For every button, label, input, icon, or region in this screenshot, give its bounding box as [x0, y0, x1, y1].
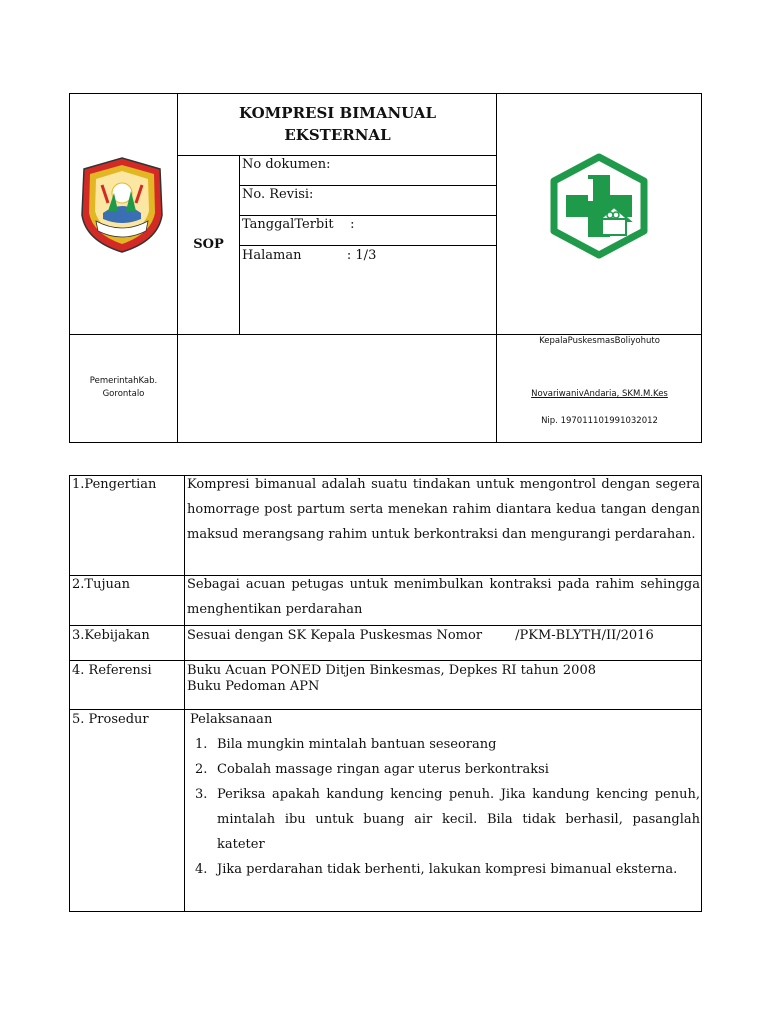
no-dokumen-field: No dokumen:: [242, 157, 331, 172]
step-number: 2.: [195, 762, 208, 777]
divider: [184, 475, 185, 912]
step-text: Cobalah massage ringan agar uterus berkontraksi: [217, 762, 549, 777]
referensi-line: Buku Pedoman APN: [187, 679, 320, 694]
halaman-field: Halaman : 1/3: [242, 248, 377, 263]
prosedur-heading: Pelaksanaan: [190, 712, 273, 727]
tujuan-label: 2.Tujuan: [72, 577, 130, 592]
step-number: 4.: [195, 862, 208, 877]
list-item: [190, 857, 700, 882]
institution-line: Gorontalo: [102, 389, 145, 399]
prosedur-content: [190, 707, 700, 882]
institution-line: PemerintahKab.: [89, 376, 158, 386]
step-text: Jika perdarahan tidak berhenti, lakukan kompresi bimanual eksterna.: [217, 862, 678, 877]
kepala-title: KepalaPuskesmasBoliyohuto: [539, 336, 660, 346]
puskesmas-logo-icon: [548, 153, 650, 259]
tanggal-terbit-field: TanggalTerbit :: [242, 217, 355, 232]
sop-label: SOP: [193, 237, 224, 252]
kepala-nip: Nip. 197011101991032012: [541, 416, 658, 426]
referensi-label: 4. Referensi: [72, 663, 152, 678]
list-item: [190, 757, 700, 782]
referensi-text: [187, 663, 700, 695]
title-line: EKSTERNAL: [284, 126, 391, 144]
no-revisi-field: No. Revisi:: [242, 187, 314, 202]
divider: [239, 215, 497, 216]
kepala-name: NovariwanivAndaria, SKM.M.Kes: [531, 389, 668, 399]
institution-name: [70, 375, 177, 401]
divider: [69, 660, 702, 661]
divider: [69, 334, 702, 335]
referensi-line: Buku Acuan PONED Ditjen Binkesmas, Depkes RI tahun 2008: [187, 663, 596, 678]
divider: [69, 625, 702, 626]
tujuan-text: Sebagai acuan petugas untuk menimbulkan kontraksi pada rahim sehingga menghentikan perdarahan: [187, 577, 700, 617]
step-text: Bila mungkin mintalah bantuan seseorang: [217, 737, 497, 752]
step-number: 1.: [195, 737, 208, 752]
step-text: Periksa apakah kandung kencing penuh. Jika kandung kencing penuh, mintalah ibu untuk buang air kecil. Bila tidak berhasil, pasanglah kateter: [217, 787, 700, 852]
list-item: [190, 782, 700, 857]
regency-emblem-icon: [78, 155, 166, 255]
step-number: 3.: [195, 787, 208, 802]
pengertian-text: Kompresi bimanual adalah suatu tindakan untuk mengontrol dengan segera homorrage post partum serta menekan rahim diantara kedua tangan dengan maksud merangsang rahim untuk berkontraksi dan mengurangi perdarahan.: [187, 477, 700, 542]
prosedur-label: 5. Prosedur: [72, 712, 149, 727]
document-title: [178, 94, 497, 154]
title-line: KOMPRESI BIMANUAL: [238, 104, 436, 122]
kebijakan-label: 3.Kebijakan: [72, 628, 150, 643]
prosedur-steps: [190, 732, 700, 882]
divider: [239, 185, 497, 186]
list-item: [190, 732, 700, 757]
pengertian-label: 1.Pengertian: [72, 477, 157, 492]
kebijakan-text: Sesuai dengan SK Kepala Puskesmas Nomor /PKM-BLYTH/II/2016: [187, 628, 654, 643]
divider: [239, 245, 497, 246]
